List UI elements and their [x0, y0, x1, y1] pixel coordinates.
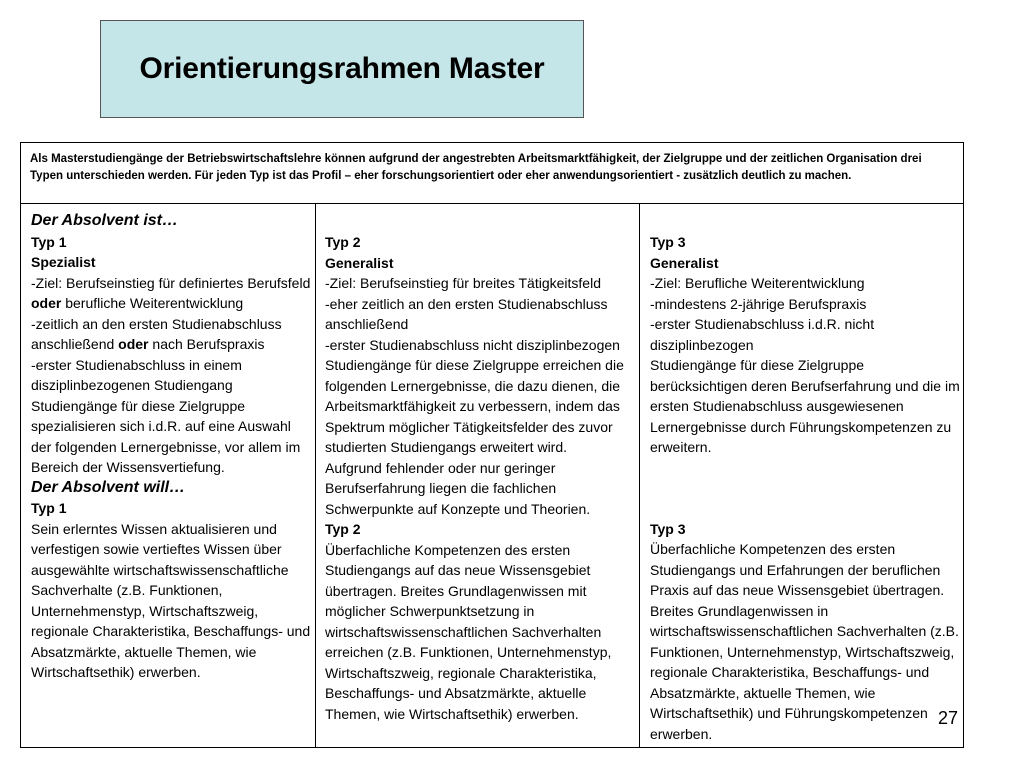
- typ1-name: Spezialist: [31, 254, 96, 270]
- typ3-will-text: Überfachliche Kompetenzen des ersten Studiengangs und Erfahrungen der beruflichen Praxis auf das neue Wissensgebiet übertragen. Breites Grundlagenwissen in wirtschaftswissenschaftlichen Sachverhalten (z.B. Funktionen, Unternehmenstyp, Wirtschaftszweig, regionale Charakteristika, Beschaffungs- und Absatzmärkte, aktuelle Themen, wie Wirtschaftsethik) und Führungskompetenzen erwerben.: [650, 541, 959, 742]
- heading-absolvent-ist: Der Absolvent ist…: [31, 212, 178, 229]
- typ2-zeitlich: -eher zeitlich an den ersten Studienabschluss anschließend: [325, 295, 608, 332]
- typ2-abschluss: -erster Studienabschluss nicht disziplinbezogen: [325, 336, 620, 353]
- intro-text: Als Masterstudiengänge der Betriebswirtschaftslehre können aufgrund der angestrebten Arbeitsmarktfähigkeit, der Zielgruppe und der zeitlichen Organisation drei Typen unterschieden werden. Für jeden Typ ist das Profil – eher forschungsorientiert oder eher anwendungsorientiert - zusätzlich deutlich zu machen.: [21, 143, 963, 204]
- typ1-ziel: -Ziel: Berufseinstieg für definiertes Berufsfeld oder berufliche Weiterentwicklung: [31, 274, 311, 311]
- typ2-ziel: -Ziel: Berufseinstieg für breites Tätigkeitsfeld: [325, 275, 601, 291]
- typ3-berufspraxis: -mindestens 2-jährige Berufspraxis: [650, 295, 867, 312]
- slide-title: Orientierungsrahmen Master: [139, 52, 545, 85]
- typ3-will-label: Typ 3: [650, 520, 686, 537]
- typ1-will-text: Sein erlerntes Wissen aktualisieren und verfestigen sowie vertieftes Wissen über ausgewählte wirtschaftswissenschaftliche Sachverhalte (z.B. Funktionen, Unternehmenstyp, Wirtschaftszweig, regionale Charakteristika, Beschaffungs- und Absatzmärkte, aktuelle Themen, wie Wirtschaftsethik) erwerben.: [31, 520, 311, 680]
- column-typ2: [316, 204, 640, 747]
- column-typ3: [640, 204, 963, 747]
- typ2-description-2: Aufgrund fehlender oder nur geringer Berufserfahrung liegen die fachlichen Schwerpunkte auf Konzepte und Theorien.: [325, 459, 591, 517]
- typ2-label: Typ 2: [325, 234, 361, 250]
- typ1-description: Studiengänge für diese Zielgruppe spezialisieren sich i.d.R. auf eine Auswahl der folgenden Lernergebnisse, vor allem im Bereich der Wissensvertiefung.: [31, 397, 301, 475]
- page-number: 27: [938, 708, 959, 728]
- typ2-will-label: Typ 2: [325, 521, 361, 537]
- typ1-abschluss: -erster Studienabschluss in einem disziplinbezogenen Studiengang: [31, 356, 242, 393]
- typ1-will-label: Typ 1: [31, 500, 67, 516]
- content-table: [20, 142, 964, 748]
- typ3-abschluss: -erster Studienabschluss i.d.R. nicht disziplinbezogen: [650, 316, 875, 353]
- typ1-label: Typ 1: [31, 233, 67, 250]
- typ1-zeitlich: -zeitlich an den ersten Studienabschluss anschließend oder nach Berufspraxis: [31, 315, 282, 352]
- heading-absolvent-will: Der Absolvent will…: [31, 478, 186, 496]
- typ2-name: Generalist: [325, 254, 394, 271]
- typ3-name: Generalist: [650, 254, 719, 271]
- column-typ1: [21, 204, 316, 747]
- typ2-will-text: Überfachliche Kompetenzen des ersten Studiengangs auf das neue Wissensgebiet übertragen. Breites Grundlagenwissen mit möglicher Schwerpunktsetzung in wirtschaftswissenschaftlichen Sachverhalten erreichen (z.B. Funktionen, Unternehmenstyp, Wirtschaftszweig, regionale Charakteristika, Beschaffungs- und Absatzmärkte, aktuelle Themen, wie Wirtschaftsethik) erwerben.: [325, 541, 612, 722]
- typ2-description: Studiengänge für diese Zielgruppe erreichen die folgenden Lernergebnisse, die dazu dienen, die Arbeitsmarktfähigkeit zu verbessern, indem das Spektrum möglicher Tätigkeitsfelder des zuvor studierten Studiengangs erweitert wird.: [325, 357, 624, 455]
- typ3-ziel: -Ziel: Berufliche Weiterentwicklung: [650, 275, 865, 291]
- typ3-description: Studiengänge für diese Zielgruppe berücksichtigen deren Berufserfahrung und die im ersten Studienabschluss ausgewiesenen Lernergebnisse durch Führungskompetenzen zu erweitern.: [650, 357, 960, 455]
- spacer: [650, 458, 963, 519]
- title-box: [100, 20, 584, 118]
- typ3-label: Typ 3: [650, 234, 686, 250]
